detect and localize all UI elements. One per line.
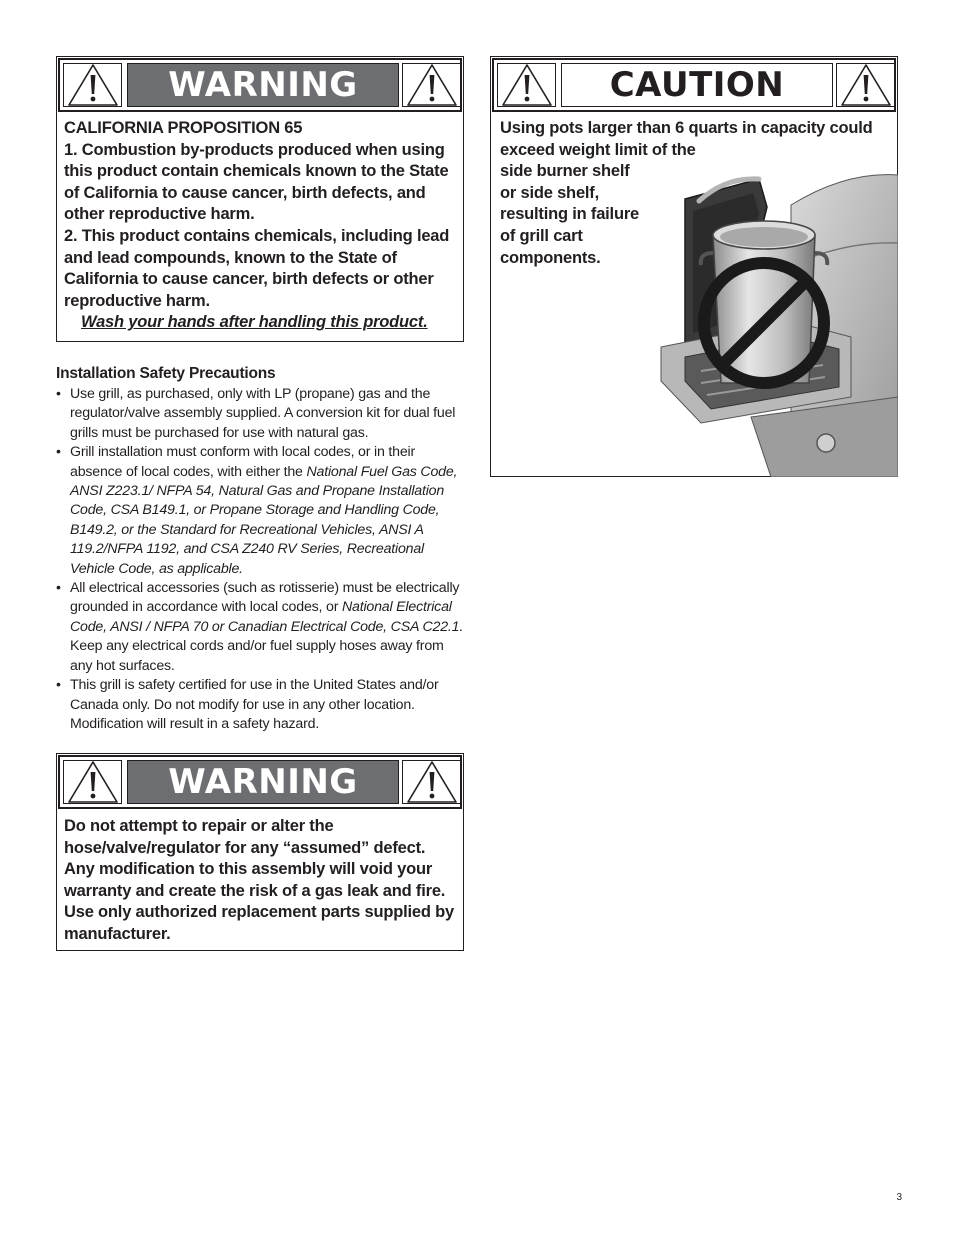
hose-regulator-warning-text: Do not attempt to repair or alter the hose/valve/regulator for any “assumed” defect. Any modification to this assembly will void your warranty and create the risk of a gas leak and fire. Use only authorized replacement parts supplied by manufacturer. <box>64 817 454 943</box>
list-item <box>56 676 468 734</box>
page-number: 3 <box>896 1192 902 1203</box>
warning-triangle-icon <box>405 759 459 805</box>
list-item <box>56 579 471 676</box>
caution-banner <box>492 58 896 112</box>
warning-icon-cell-right <box>402 63 461 107</box>
caution-title: CAUTION <box>561 63 833 107</box>
warning-triangle-icon <box>66 62 120 108</box>
grill-oversized-pot-prohibited-illustration <box>641 161 898 477</box>
warning-box-hose-regulator <box>56 753 464 951</box>
warning-icon-cell-left <box>63 760 122 804</box>
caution-line: exceed weight limit of the <box>500 140 696 159</box>
caution-line: resulting in failure <box>500 205 640 224</box>
prop65-heading: CALIFORNIA PROPOSITION 65 <box>64 119 303 137</box>
bullet-text: This grill is safety certified for use in the United States and/or Canada only. Do not modify for use in any other location. Modification will result in a safety hazard. <box>70 677 439 732</box>
installation-bullet-list <box>56 385 471 734</box>
bullet-text: All electrical accessories (such as rotisserie) must be electrically grounded in accordance with local codes, or <box>70 580 460 616</box>
warning-banner <box>58 755 462 809</box>
list-item <box>56 443 468 579</box>
warning-triangle-icon <box>500 62 554 108</box>
warning-title: WARNING <box>127 760 399 804</box>
warning-icon-cell-right <box>402 760 461 804</box>
caution-icon-cell-right <box>836 63 895 107</box>
warning-triangle-icon <box>66 759 120 805</box>
caution-icon-cell-left <box>497 63 556 107</box>
caution-line: Using pots larger than 6 quarts in capacity could <box>500 119 873 137</box>
warning-triangle-icon <box>839 62 893 108</box>
list-item <box>56 385 468 443</box>
caution-line: of grill cart <box>500 226 583 245</box>
warning-title: WARNING <box>127 63 399 107</box>
warning-box-prop65 <box>56 56 464 342</box>
bullet-text: Use grill, as purchased, only with LP (propane) gas and the regulator/valve assembly supplied. A conversion kit for dual fuel grills must be purchased for use with natural gas. <box>70 386 456 441</box>
caution-line: or side shelf, <box>500 183 599 202</box>
prop65-paragraph-2: 2. This product contains chemicals, including lead and lead compounds, known to the State of California to cause cancer, birth defects or other reproductive harm. <box>64 226 450 310</box>
caution-line: components. <box>500 248 601 267</box>
prop65-wash-note: Wash your hands after handling this product. <box>81 313 428 332</box>
warning-banner <box>58 58 462 112</box>
prop65-paragraph-1: 1. Combustion by-products produced when using this product contain chemicals known to the State of California to cause cancer, birth defects, and other reproductive harm. <box>64 140 449 224</box>
warning-triangle-icon <box>405 62 459 108</box>
caution-box <box>490 56 898 477</box>
installation-heading: Installation Safety Precautions <box>56 365 276 382</box>
bullet-text: Keep any electrical cords and/or fuel supply hoses away from any hot surfaces. <box>70 618 471 674</box>
warning-icon-cell-left <box>63 63 122 107</box>
bullet-text-italic: National Fuel Gas Code, ANSI Z223.1/ NFPA 54, Natural Gas and Propane Installation Code, CSA B149.1, or Propane Storage and Handling Code, B149.2, or the Standard for Recreational Vehicles, ANSI A 119.2/NFPA 1192, and CSA Z240 RV Series, Recreational Vehicle Code, as applicable. <box>70 463 458 577</box>
bullet-text: Grill installation must conform with local codes, or in their absence of local codes, with either the <box>70 444 415 480</box>
caution-line: side burner shelf <box>500 162 630 181</box>
bullet-text-italic: National Electrical Code, ANSI / NFPA 70 or Canadian Electrical Code, CSA C22.1. <box>70 599 464 635</box>
installation-precautions <box>56 364 471 734</box>
prop65-content <box>64 118 456 334</box>
